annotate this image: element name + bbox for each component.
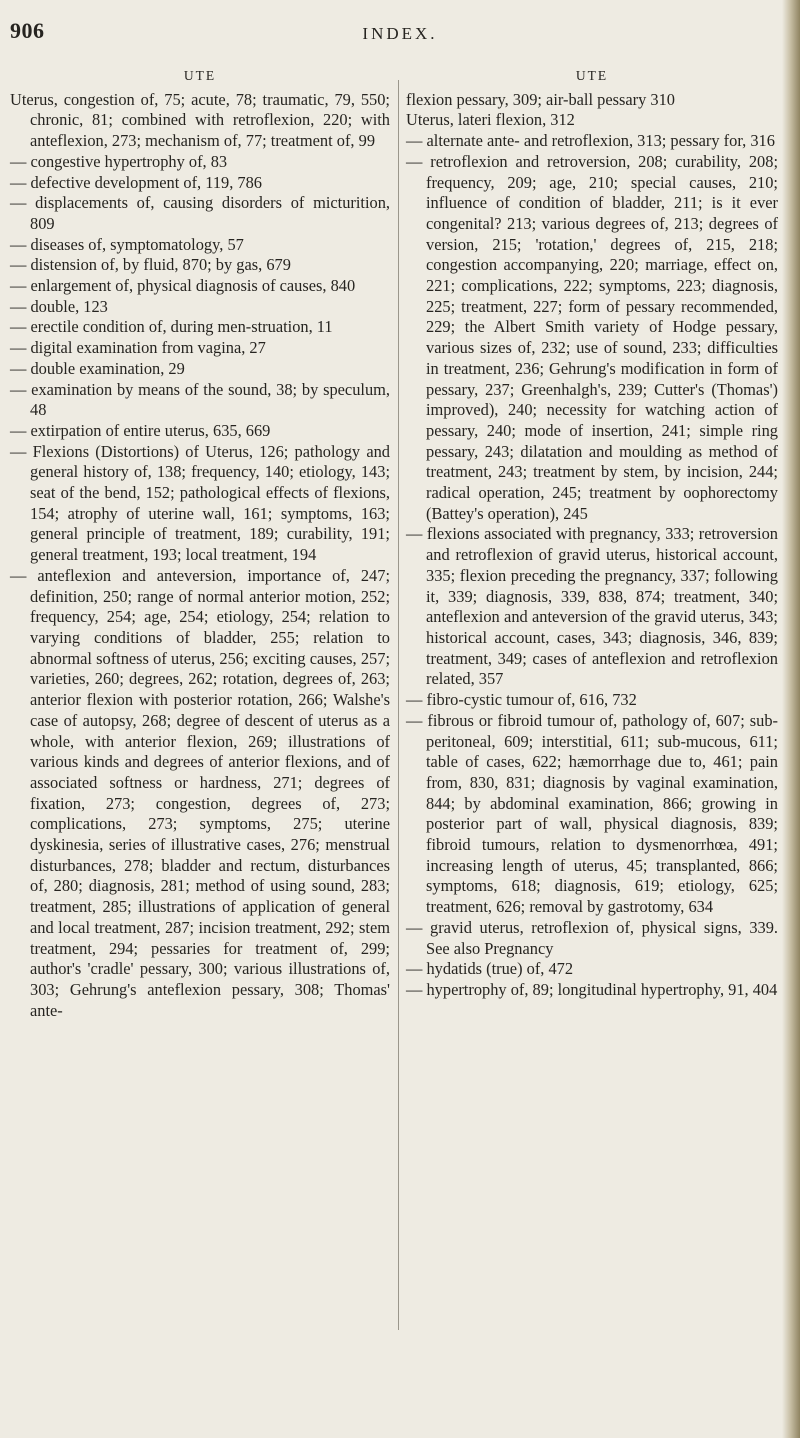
page-number: 906 — [10, 18, 45, 43]
index-entry: — digital examination from vagina, 27 — [10, 338, 266, 358]
index-entry: Uterus, lateri flexion, 312 — [406, 110, 575, 130]
index-column-left — [10, 66, 390, 1021]
index-entry: — fibro-cystic tumour of, 616, 732 — [406, 690, 637, 710]
index-entry: — double, 123 — [10, 296, 108, 316]
index-entry: — hypertrophy of, 89; longitudinal hypertrophy, 91, 404 — [406, 979, 778, 999]
index-entry: — erectile condition of, during men-struation, 11 — [10, 317, 333, 337]
index-entry: — double examination, 29 — [10, 358, 185, 378]
index-entry: — distension of, by fluid, 870; by gas, 679 — [10, 255, 291, 275]
index-column-right — [406, 66, 778, 1001]
index-entry-retroflexion: — retroflexion and retroversion, 208; curability, 208; frequency, 209; age, 210; special causes, 210; influence of condition of bladder, 211; is it ever congenital? 213; various degrees of, 213; degrees of version, 215; 'rotation,' degrees of, 215, 218; congestion accompanying, 220; marriage, effect on, 221; complications, 222; symptoms, 223; diagnosis, 225; treatment, 227; form of pessary recommended, 229; the Albert Smith variety of Hodge pessary, various sizes of, 232; use of sound, 233; difficulties in treatment, 236; Gehrung's modification in form of pessary, 237; Greenhalgh's, 239; Cutter's (Thomas') improved), 240; necessity for watching action of pessary, 240; mode of insertion, 241; simple ring pessary, 243; dilatation and moulding as method of treatment, 243; treatment by stem, by incision, 244; radical operation, 245; treatment by oophorectomy (Battey's operation), 245 — [406, 151, 778, 523]
index-entry-pregnancy: — flexions associated with pregnancy, 333; retroversion and retroflexion of gravid uterus, historical account, 335; flexion preceding the pregnancy, 337; following it, 339; diagnosis, 339, 838, 874; treatment, 340; anteflexion and anteversion of the gravid uterus, 343; historical account, cases, 343; diagnosis, 346, 839; treatment, 349; cases of anteflexion and retroflexion related, 357 — [406, 524, 778, 689]
page-edge-shadow — [782, 0, 800, 1438]
column-heading-left: UTE — [183, 68, 217, 83]
index-entry: — displacements of, causing disorders of micturition, 809 — [10, 193, 390, 233]
index-entry: — congestive hypertrophy of, 83 — [10, 151, 228, 171]
column-heading-right: UTE — [575, 68, 609, 83]
running-head: INDEX. — [362, 24, 438, 43]
index-entry: — examination by means of the sound, 38; by speculum, 48 — [10, 379, 390, 420]
index-entry-flexions: — Flexions (Distortions) of Uterus, 126; pathology and general history of, 138; frequency, 140; etiology, 143; seat of the bend, 152; pathological effects of flexions, 154; atrophy of uterine wall, 161; symptoms, 163; general principle of treatment, 189; curability, 191; general treatment, 193; local treatment, 194 — [10, 441, 390, 565]
index-entry: — alternate ante- and retroflexion, 313; pessary for, 316 — [406, 131, 775, 151]
index-entry: Uterus, congestion of, 75; acute, 78; traumatic, 79, 550; chronic, 81; combined with retroflexion, 220; with anteflexion, 273; mechanism of, 77; treatment of, 99 — [10, 89, 390, 151]
index-entry: — hydatids (true) of, 472 — [406, 959, 574, 979]
index-entry: — enlargement of, physical diagnosis of causes, 840 — [10, 276, 356, 296]
index-entry: — gravid uterus, retroflexion of, physical signs, 339. See also Pregnancy — [406, 917, 778, 958]
index-entry: flexion pessary, 309; air-ball pessary 310 — [406, 89, 675, 109]
index-entry-anteflexion: — anteflexion and anteversion, importance of, 247; definition, 250; range of normal anterior motion, 252; frequency, 254; age, 254; etiology, 254; relation to varying conditions of bladder, 255; relation to abnormal softness of uterus, 256; exciting causes, 257; varieties, 260; degrees, 262; rotation, degrees of, 263; anterior flexion with posterior rotation, 266; Walshe's case of autopsy, 268; degree of descent of uterus as a whole, with anterior flexion, 269; illustrations of various kinds and degrees of anterior flexions, and of associated softness or hardness, 271; degrees of fixation, 273; congestion, degrees of, 273; complications, 273; symptoms, 275; uterine dyskinesia, series of illustrative cases, 276; menstrual disturbances, 278; bladder and rectum, disturbances of, 280; diagnosis, 281; method of using sound, 283; treatment, 285; illustrations of application of general and local treatment, 287; incision treatment, 292; stem treatment, 294; pessaries for treatment of, 299; author's 'cradle' pessary, 300; various illustrations of, 303; Gehrung's anteflexion pessary, 308; Thomas' ante- — [10, 565, 390, 1020]
index-entry: — diseases of, symptomatology, 57 — [10, 234, 244, 254]
column-divider — [398, 80, 399, 1330]
index-entry-fibroid: — fibrous or fibroid tumour of, pathology of, 607; sub-peritoneal, 609; interstitial, 611; sub-mucous, 611; table of cases, 622; hæmorrhage due to, 461; pain from, 830, 831; diagnosis by vaginal examination, 844; by abdominal examination, 866; growing in posterior part of wall, physical diagnosis, 839; fibroid tumours, relation to dysmenorrhœa, 491; increasing length of uterus, 45; transplanted, 866; symptoms, 618; diagnosis, 619; etiology, 625; treatment, 626; removal by gastrotomy, 634 — [406, 710, 778, 917]
index-entry: — extirpation of entire uterus, 635, 669 — [10, 420, 271, 440]
index-entry: — defective development of, 119, 786 — [10, 172, 263, 192]
